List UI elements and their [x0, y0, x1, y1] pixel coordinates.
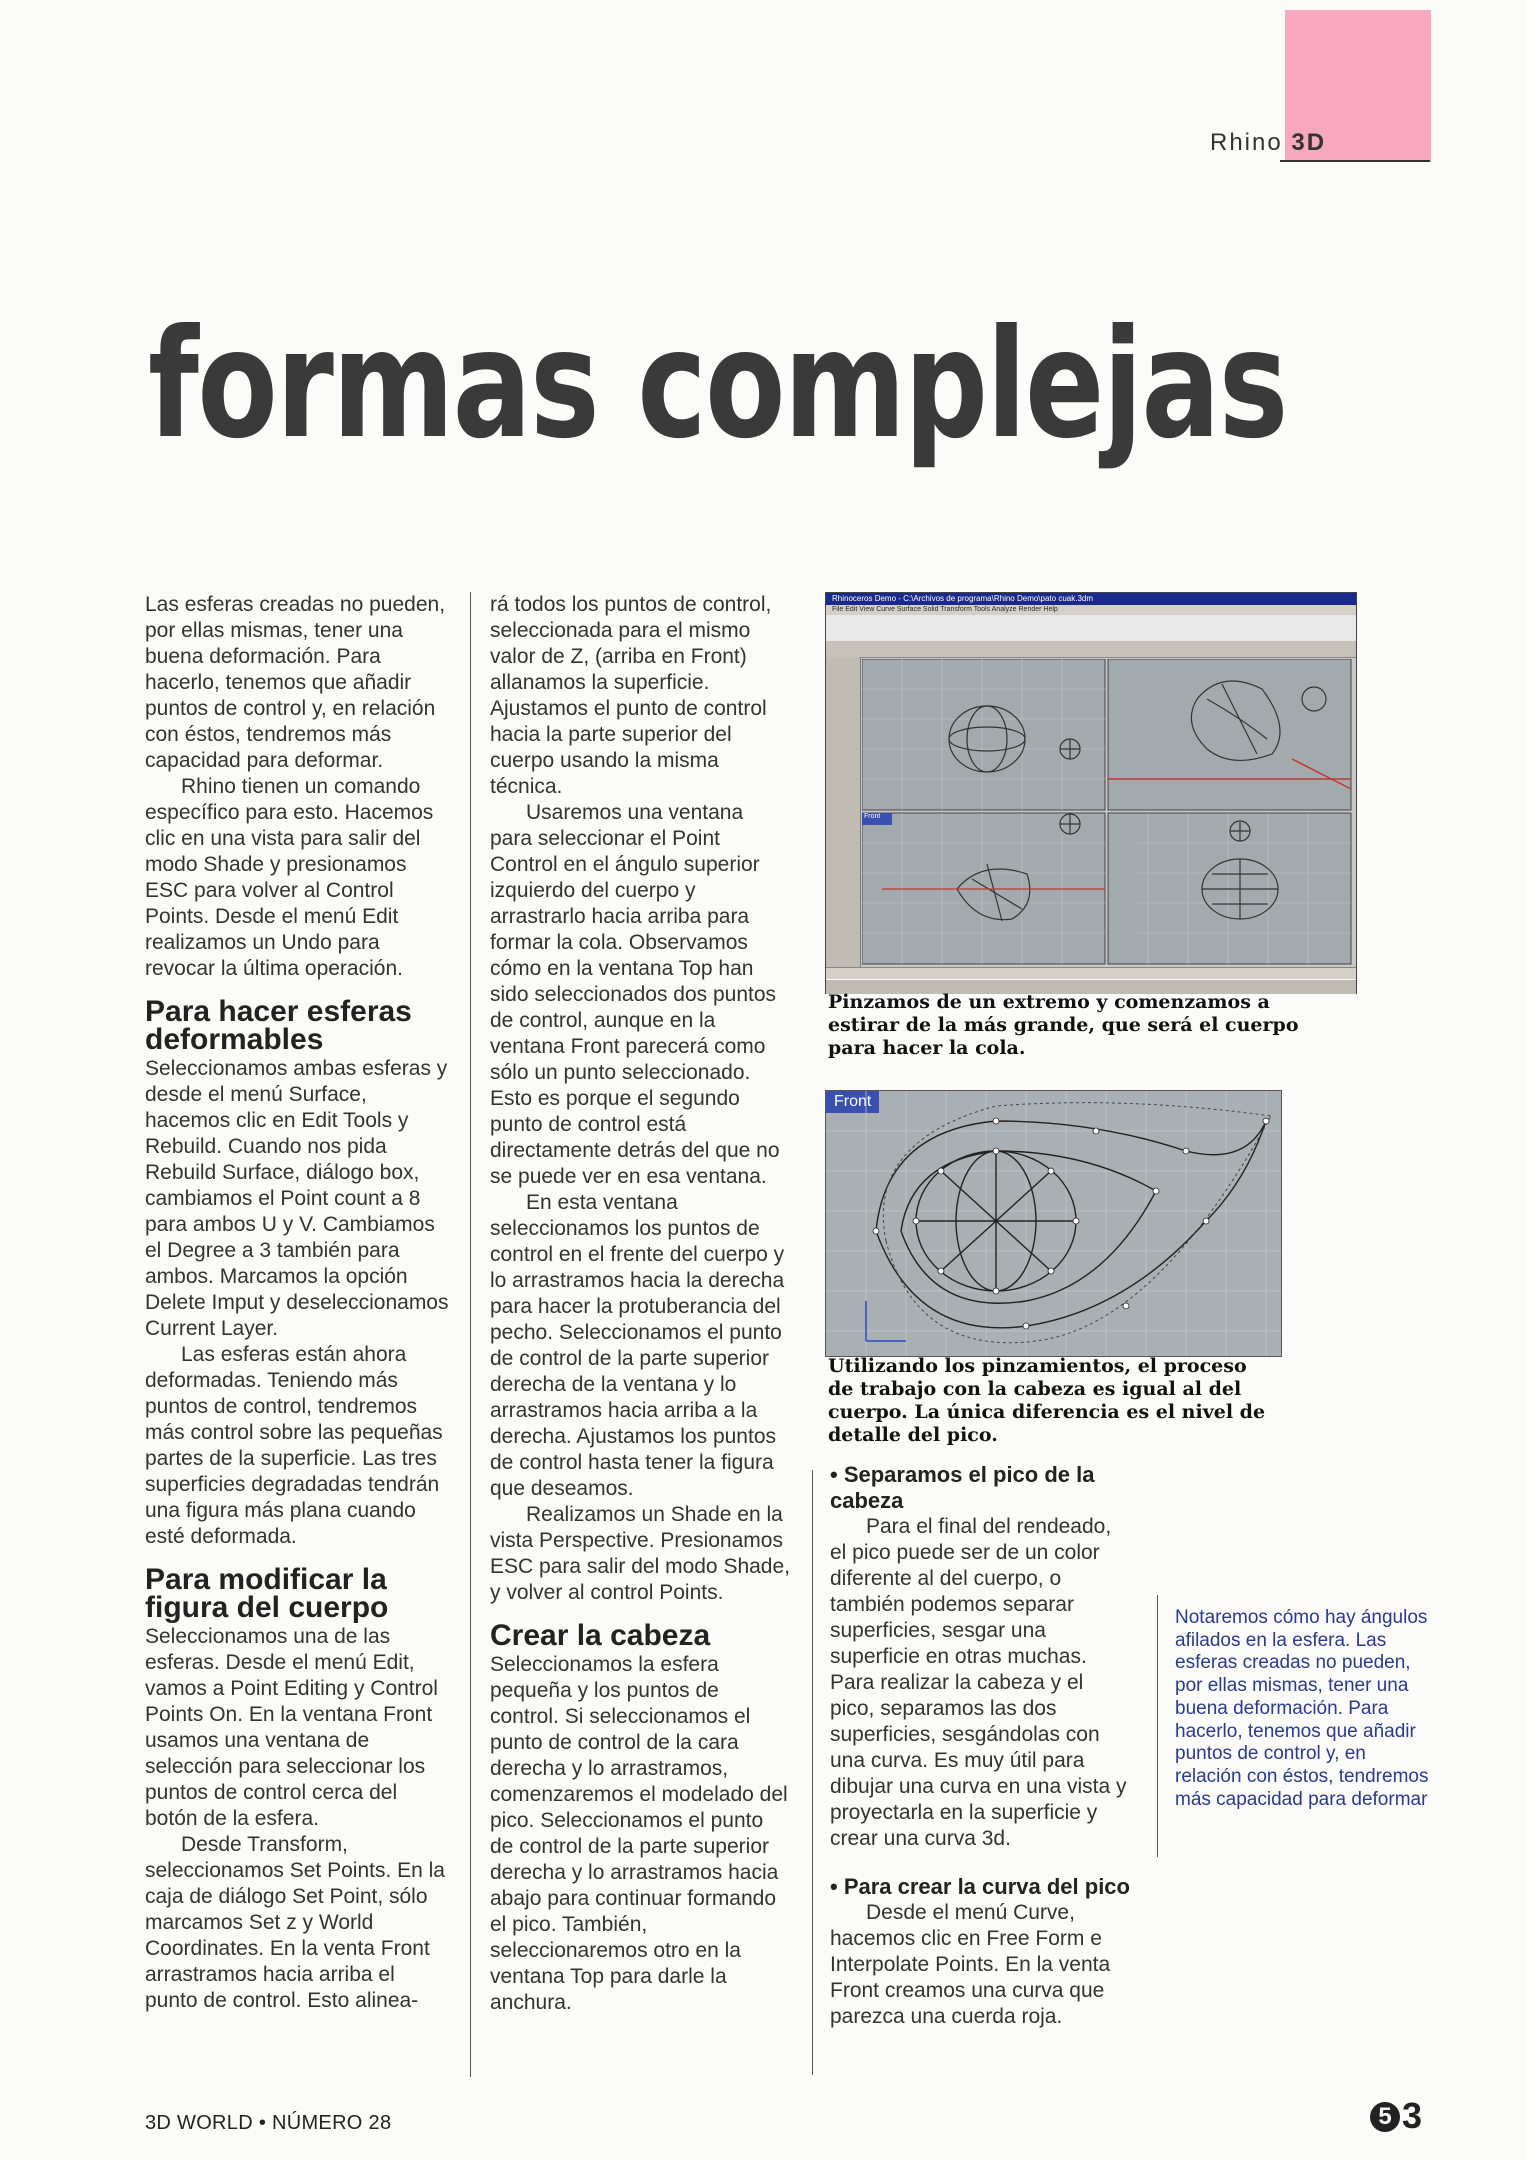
- screenshot-menubar: File Edit View Curve Surface Solid Transform Tools Analyze Render Help: [826, 605, 1356, 615]
- caption-1: Pinzamos de un extremo y comenzamos a estirar de la más grande, que será el cuerpo para hacer la cola.: [828, 991, 1299, 1059]
- sub-heading: • Para crear la curva del pico: [830, 1874, 1130, 1899]
- screenshot-command-area: [826, 615, 1356, 642]
- sub-heading: • Separamos el pico de la cabeza: [830, 1462, 1095, 1513]
- column-divider: [812, 1470, 813, 2075]
- paragraph: Desde el menú Curve, hacemos clic en Free Form e Interpolate Points. En la venta Front creamos una curva que parezca una cuerda roja.: [830, 1901, 1111, 2028]
- running-header: [1210, 129, 1326, 157]
- section-heading: Para hacer esferas deformables: [145, 995, 412, 1056]
- screenshot-viewports: [862, 659, 1352, 965]
- paragraph: Seleccionamos ambas esferas y desde el menú Surface, hacemos clic en Edit Tools y Rebuild. Cuando nos pida Rebuild Surface, diálogo box, cambiamos el Point count a 8 para ambos U y V. Cambiamos el Degree a 3 también para ambos. Marcamos la opción Delete Imput y deseleccionamos Current Layer.: [145, 1057, 449, 1340]
- section-heading: Para modificar la figura del cuerpo: [145, 1563, 389, 1624]
- paragraph: Las esferas creadas no pueden, por ellas mismas, tener una buena deformación. Para hacerlo, tenemos que añadir puntos de control y, en relación con éstos, tendremos más capacidad para deformar.: [145, 593, 446, 772]
- page-title: formas complejas: [148, 298, 1287, 472]
- page-number-digit: 3: [1402, 2095, 1423, 2136]
- page-number-circle: 5: [1370, 2102, 1400, 2132]
- sidebar-note: Notaremos cómo hay ángulos afilados en la esfera. Las esferas creadas no pueden, por ellas mismas, tener una buena deformación. Para hacerlo, tenemos que añadir puntos de control y, en relación con éstos, tendremos más capacidad para deformar: [1175, 1607, 1429, 1810]
- column-3: [830, 1462, 1133, 2030]
- column-divider: [470, 592, 471, 2077]
- footer-issue: 3D WORLD • NÚMERO 28: [145, 2112, 392, 2134]
- wireframe-drawing: [826, 1091, 1281, 1356]
- rhino-screenshot: [825, 592, 1357, 994]
- paragraph: Realizamos un Shade en la vista Perspective. Presionamos ESC para salir del modo Shade, y volver al control Points.: [490, 1503, 790, 1604]
- caption-2: Utilizando los pinzamientos, el proceso de trabajo con la cabeza es igual al del cuerpo. La única diferencia es el nivel de detalle del pico.: [828, 1355, 1266, 1446]
- screenshot-left-toolbar: [826, 657, 861, 967]
- screenshot-front-label: Front: [864, 813, 881, 820]
- paragraph: En esta ventana seleccionamos los puntos de control en el frente del cuerpo y lo arrastramos hacia la derecha para hacer la protuberancia del pecho. Seleccionamos el punto de control de la parte superior derecha de la ventana y lo arrastramos hacia arriba a la derecha. Ajustamos los puntos de control hasta tener la figura que deseamos.: [490, 1191, 785, 1500]
- viewport-label: Front: [826, 1091, 879, 1113]
- header-rule: [1280, 160, 1430, 162]
- screenshot-toolbar: [826, 641, 1356, 658]
- paragraph: Usaremos una ventana para seleccionar el Point Control en el ángulo superior izquierdo del cuerpo y arrastrarlo hacia arriba para formar la cola. Observamos cómo en la ventana Top han sido seleccionados dos puntos de control, aunque en la ventana Front parecerá como sólo un punto seleccionado. Esto es porque el segundo punto de control está directamente detrás del que no se puede ver en esa ventana.: [490, 801, 780, 1188]
- column-2: [490, 592, 790, 2016]
- paragraph: rá todos los puntos de control, seleccionada para el mismo valor de Z, (arriba en Front) allanamos la superficie. Ajustamos el punto de control hacia la parte superior del cuerpo usando la misma técnica.: [490, 593, 772, 798]
- paragraph: Para el final del rendeado, el pico puede ser de un color diferente al del cuerpo, o también podemos separar superficies, sesgar una superficie en otras muchas. Para realizar la cabeza y el pico, separamos las dos superficies, sesgándolas con una curva. Es muy útil para dibujar una curva en una vista y proyectarla en la superficie y crear una curva 3d.: [830, 1515, 1127, 1850]
- sidebar-divider: [1157, 1595, 1158, 1857]
- column-1: [145, 592, 450, 2014]
- section-heading: Crear la cabeza: [490, 1619, 711, 1652]
- screenshot-titlebar: Rhinoceros Demo - C:\Archivos de programa\Rhino Demo\pato cuak.3dm: [826, 593, 1356, 605]
- paragraph: Seleccionamos una de las esferas. Desde el menú Edit, vamos a Point Editing y Control Points On. En la ventana Front usamos una ventana de selección para seleccionar los puntos de control cerca del botón de la esfera.: [145, 1625, 438, 1830]
- paragraph: Las esferas están ahora deformadas. Teniendo más puntos de control, tendremos más control sobre las pequeñas partes de la superficie. Las tres superficies degradadas tendrán una figura más plana cuando esté deformada.: [145, 1343, 443, 1548]
- paragraph: Seleccionamos la esfera pequeña y los puntos de control. Si seleccionamos el punto de control de la cara derecha y lo arrastramos, comenzaremos el modelado del pico. Seleccionamos el punto de control de la parte superior derecha y lo arrastramos hacia abajo para continuar formando el pico. También, seleccionaremos otro en la ventana Top para darle la anchura.: [490, 1653, 788, 2014]
- page-number: [1370, 2095, 1422, 2137]
- paragraph: Rhino tienen un comando específico para esto. Hacemos clic en una vista para salir del modo Shade y presionamos ESC para volver al Control Points. Desde el menú Edit realizamos un Undo para revocar la última operación.: [145, 775, 434, 980]
- header-brand-bold: 3D: [1291, 129, 1327, 156]
- paragraph: Desde Transform, seleccionamos Set Points. En la caja de diálogo Set Point, sólo marcamos Set z y World Coordinates. En la venta Front arrastramos hacia arriba el punto de control. Esto alinea-: [145, 1833, 445, 2012]
- front-viewport-image: [825, 1090, 1282, 1357]
- header-brand: Rhino: [1210, 129, 1283, 156]
